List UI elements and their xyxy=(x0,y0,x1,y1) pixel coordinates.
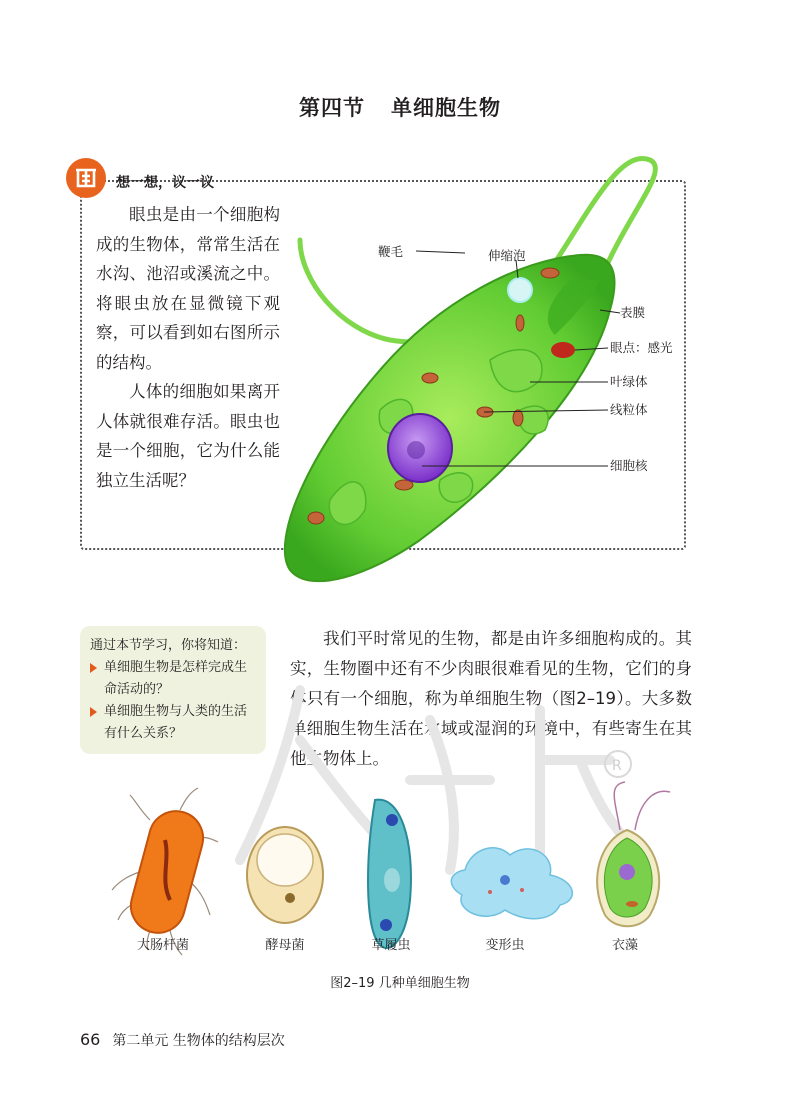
svg-text:R: R xyxy=(612,758,622,774)
label-nucleus: 细胞核 xyxy=(610,458,648,473)
triangle-bullet-icon xyxy=(90,707,97,717)
label-membrane: 表膜 xyxy=(620,305,646,320)
euglena-illustration xyxy=(270,150,700,590)
think-text xyxy=(96,200,280,495)
chloroplast xyxy=(519,406,548,434)
think-paragraph: 人体的细胞如果离开人体就很难存活。眼虫也是一个细胞，它为什么能独立生活呢？ xyxy=(96,382,280,490)
organism-name: 草履虫 xyxy=(371,938,411,953)
think-discuss-label: 想一想，议一议 xyxy=(116,175,214,191)
organism-name: 衣藻 xyxy=(611,938,638,953)
learning-goal-item: 单细胞生物与人类的生活有什么关系？ xyxy=(90,701,256,745)
page-footer xyxy=(80,1030,285,1050)
label-contractile-vacuole: 伸缩泡 xyxy=(488,248,526,263)
page-number: 66 xyxy=(80,1030,101,1049)
label-mitochondria: 线粒体 xyxy=(610,402,648,417)
label-eyespot: 眼点：感光 xyxy=(610,340,673,355)
main-paragraph: 我们平时常见的生物，都是由许多细胞构成的。其实，生物圈中还有不少肉眼很难看见的生物，它们的身体只有一个细胞，称为单细胞生物（图2–19）。大多数单细胞生物生活在水域或湿润的环境中，有些寄生在其他生物体上。 xyxy=(290,629,692,768)
mitochondrion xyxy=(308,512,324,524)
organism-name: 大肠杆菌 xyxy=(136,938,189,953)
learning-goal-item: 单细胞生物是怎样完成生命活动的？ xyxy=(90,657,256,701)
e-coli-image xyxy=(112,788,218,955)
triangle-bullet-icon xyxy=(90,663,97,673)
label-chloroplast: 叶绿体 xyxy=(610,374,648,389)
paramecium-image xyxy=(368,800,411,948)
label-flagellum: 鞭毛 xyxy=(378,244,404,259)
chlamydomonas-image xyxy=(597,782,670,926)
organism-name: 变形虫 xyxy=(485,938,525,953)
figure-caption: 图2–19 几种单细胞生物 xyxy=(330,976,470,991)
learning-goals-heading: 通过本节学习，你将知道： xyxy=(90,638,247,653)
chloroplast xyxy=(439,473,472,502)
amoeba-image xyxy=(451,848,572,919)
mitochondrion xyxy=(513,410,523,426)
think-discuss-icon xyxy=(66,158,106,198)
mitochondrion xyxy=(516,315,524,331)
contractile-vacuole xyxy=(508,278,532,302)
page-title: 第四节 单细胞生物 xyxy=(299,96,501,120)
unit-title: 第二单元 生物体的结构层次 xyxy=(112,1033,285,1049)
yeast-image xyxy=(247,827,323,923)
think-paragraph: 眼虫是由一个细胞构成的生物体，常常生活在水沟、池沼或溪流之中。将眼虫放在显微镜下观察，可以看到如右图所示的结构。 xyxy=(96,205,280,372)
mitochondrion xyxy=(541,268,559,278)
organism-name: 酵母菌 xyxy=(265,938,305,953)
eyespot xyxy=(551,342,575,358)
mitochondrion xyxy=(422,373,438,383)
